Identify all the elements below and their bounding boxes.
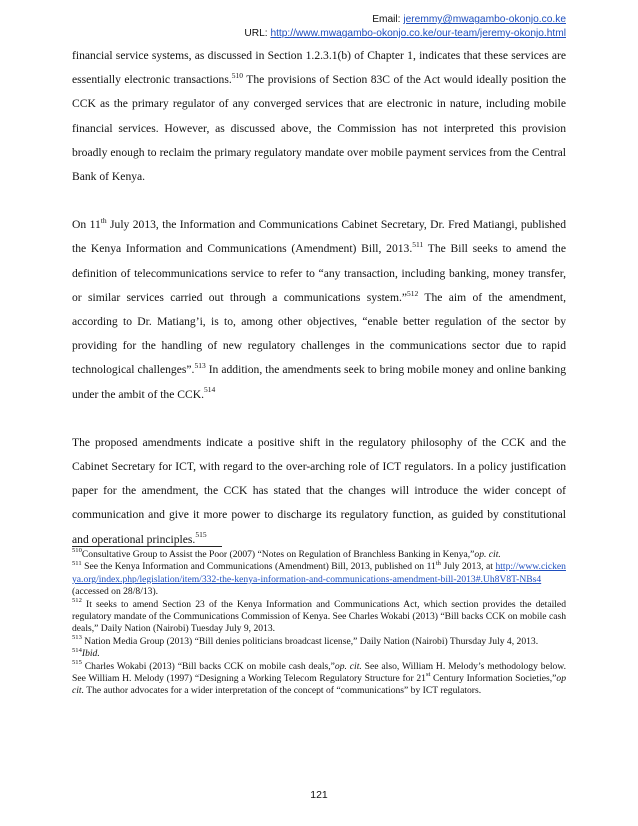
footnotes — [72, 546, 566, 698]
header-url-link[interactable]: http://www.mwagambo-okonjo.co.ke/our-team/jeremy-okonjo.html — [270, 28, 566, 39]
p1-text-b: The provisions of Section 83C of the Act would ideally position the CCK as the primary regulator of any converged services that are electronic in nature, including mobile financial services. However, as discussed above, the Commission has not interpreted this provision broadly enough to reclaim the primary regulatory mandate over mobile payment services from the Central Bank of Kenya. — [72, 73, 567, 184]
footnote-ref-511[interactable]: 511 — [412, 240, 424, 250]
p2-text-b: July 2013, the Information and Communications Cabinet Secretary, Dr. Fred Matiangi, published the Kenya Information and Communications (Amendment) Bill, 2013. — [72, 218, 566, 256]
footnote-511 — [72, 561, 566, 598]
footnote-number: 511 — [72, 559, 82, 567]
footnote-ordinal-th: th — [435, 559, 441, 567]
footnote-ref-513[interactable]: 513 — [194, 361, 206, 371]
footnote-number: 515 — [72, 659, 82, 667]
footnote-512 — [72, 599, 566, 636]
paragraph-1 — [72, 44, 566, 189]
footnote-514 — [72, 648, 566, 660]
footnote-ref-512[interactable]: 512 — [407, 288, 419, 298]
footnote-emphasis: op cit. — [72, 673, 566, 697]
header-url-line — [244, 27, 566, 41]
p2-text-c: The Bill seeks to amend the definition of telecommunications service to refer to “any transaction, including banking, money transfer, or similar services carried out through a communications system.” — [72, 242, 566, 304]
footnote-emphasis: op. cit. — [474, 549, 501, 560]
footnote-text: (accessed on 28/8/13). — [72, 586, 159, 598]
footnote-510 — [72, 549, 566, 561]
header-url-label: URL: — [244, 28, 271, 39]
footnote-number: 514 — [72, 646, 82, 654]
footnote-513 — [72, 636, 566, 648]
p1-text-a: financial service systems, as discussed in Section 1.2.3.1(b) of Chapter 1, indicates that these services are essentially electronic transactions. — [72, 49, 566, 87]
paragraph-2 — [72, 213, 566, 407]
footnote-text: July 2013, at — [440, 561, 496, 573]
footnote-515 — [72, 661, 566, 698]
footnote-ordinal-st: st — [425, 671, 431, 679]
footnote-ref-515[interactable]: 515 — [195, 530, 207, 540]
page-number: 121 — [310, 789, 328, 801]
footnote-ref-510[interactable]: 510 — [231, 70, 244, 80]
footnote-text: Consultative Group to Assist the Poor (2007) “Notes on Regulation of Branchless Banking in Kenya,” — [81, 549, 475, 560]
body-text — [72, 44, 566, 576]
footnote-emphasis: Ibid. — [81, 648, 100, 660]
footnote-link[interactable]: http://www.cickenya.org/index.php/legislation/item/332-the-kenya-information-and-communications-amendment-bill-2013#.Uh8V8T-NBs4 — [72, 561, 566, 585]
p2-text-e: In addition, the amendments seek to bring mobile money and online banking under the ambit of the CCK. — [72, 363, 566, 401]
footnote-ref-514[interactable]: 514 — [204, 385, 216, 395]
p3-text-a: The proposed amendments indicate a positive shift in the regulatory philosophy of the CCK and the Cabinet Secretary for ICT, with regard to the over-arching role of ICT regulators. In a policy justification paper for the amendment, the CCK has stated that the changes will introduce the wider concept of communication and give it more power to discharge its regulatory function, as guided by constitutional and operational principles. — [72, 435, 566, 546]
header-email-link[interactable]: jeremmy@mwagambo-okonjo.co.ke — [403, 14, 566, 25]
page-header — [244, 13, 566, 41]
footnote-number: 513 — [72, 634, 82, 642]
footnote-text: See also, William H. Melody’s methodology below. See William H. Melody (1997) “Designing a Working Telecom Regulatory Structure for 21 — [72, 660, 566, 685]
p2-text-d: The aim of the amendment, according to Dr. Matiang’i, is to, among other objectives, “enable better regulation of the sector by providing for the handling of new regulatory challenges in the communications sector due to rapid technological challenges”. — [72, 290, 566, 377]
footnote-text: It seeks to amend Section 23 of the Kenya Information and Communications Act, which section provides the detailed regulatory mandate of the Communications Commission of Kenya. See Charles Wokabi (2013) “Bill backs CCK on mobile cash deals,” Daily Nation (Nairobi) Tuesday July 9, 2013. — [72, 598, 566, 635]
footnote-emphasis: op. cit. — [334, 660, 362, 672]
header-email-line — [244, 13, 566, 27]
footnote-text: Charles Wokabi (2013) “Bill backs CCK on mobile cash deals,” — [81, 660, 335, 672]
footnote-text: Century Information Societies,” — [430, 673, 557, 685]
header-email-label: Email: — [372, 14, 404, 25]
footnote-number: 512 — [72, 597, 82, 605]
p2-ordinal-th: th — [100, 215, 107, 225]
footnote-text: See the Kenya Information and Communications (Amendment) Bill, 2013, published on 11 — [81, 561, 436, 573]
footnote-text: Nation Media Group (2013) “Bill denies politicians broadcast license,” Daily Nation (Nairobi) Thursday July 4, 2013. — [81, 635, 539, 647]
footnote-divider — [72, 546, 222, 547]
footnote-number: 510 — [72, 547, 82, 555]
p2-text-a: On 11 — [72, 218, 101, 232]
footnote-text: The author advocates for a wider interpretation of the concept of “communications” by ICT regulators. — [84, 685, 482, 697]
